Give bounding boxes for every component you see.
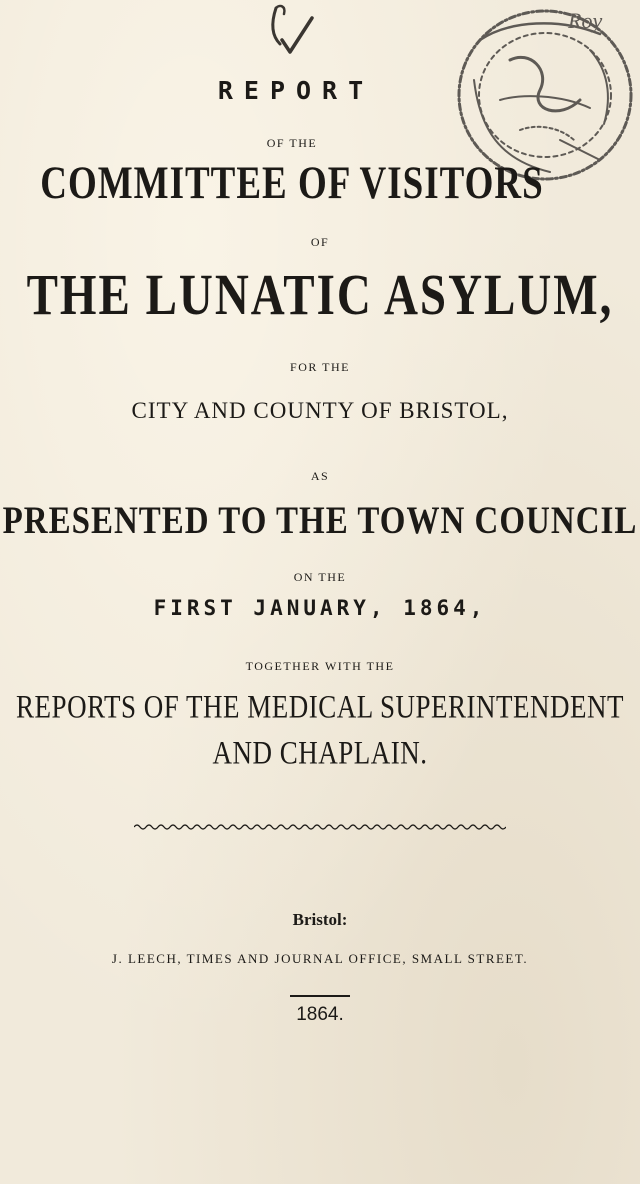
wavy-divider bbox=[134, 822, 506, 832]
reports-line-2: AND CHAPLAIN. bbox=[212, 734, 428, 771]
presented-heading: PRESENTED TO THE TOWN COUNCIL bbox=[2, 499, 638, 543]
short-divider bbox=[290, 995, 350, 997]
svg-text:Roy: Roy bbox=[568, 8, 603, 33]
publication-year: 1864. bbox=[296, 1004, 344, 1025]
for-the-label: FOR THE bbox=[290, 360, 350, 374]
on-the-label: ON THE bbox=[293, 570, 347, 584]
as-label: AS bbox=[310, 469, 330, 483]
date-line: FIRST JANUARY, 1864, bbox=[153, 596, 487, 620]
city-county-line: CITY AND COUNTY OF BRISTOL, bbox=[131, 398, 509, 423]
handwritten-mark-icon bbox=[262, 0, 330, 66]
place-of-publication: Bristol: bbox=[292, 910, 348, 929]
printer-line: J. LEECH, TIMES AND JOURNAL OFFICE, SMALL STREET. bbox=[111, 951, 529, 966]
committee-heading: COMMITTEE OF VISITORS bbox=[40, 157, 544, 210]
together-label: TOGETHER WITH THE bbox=[245, 659, 395, 673]
of-label: OF bbox=[310, 235, 330, 249]
reports-line-1: REPORTS OF THE MEDICAL SUPERINTENDENT bbox=[16, 688, 624, 725]
asylum-title: THE LUNATIC ASYLUM, bbox=[26, 262, 614, 328]
of-the-label: OF THE bbox=[266, 136, 318, 150]
report-heading: REPORT bbox=[217, 76, 375, 105]
